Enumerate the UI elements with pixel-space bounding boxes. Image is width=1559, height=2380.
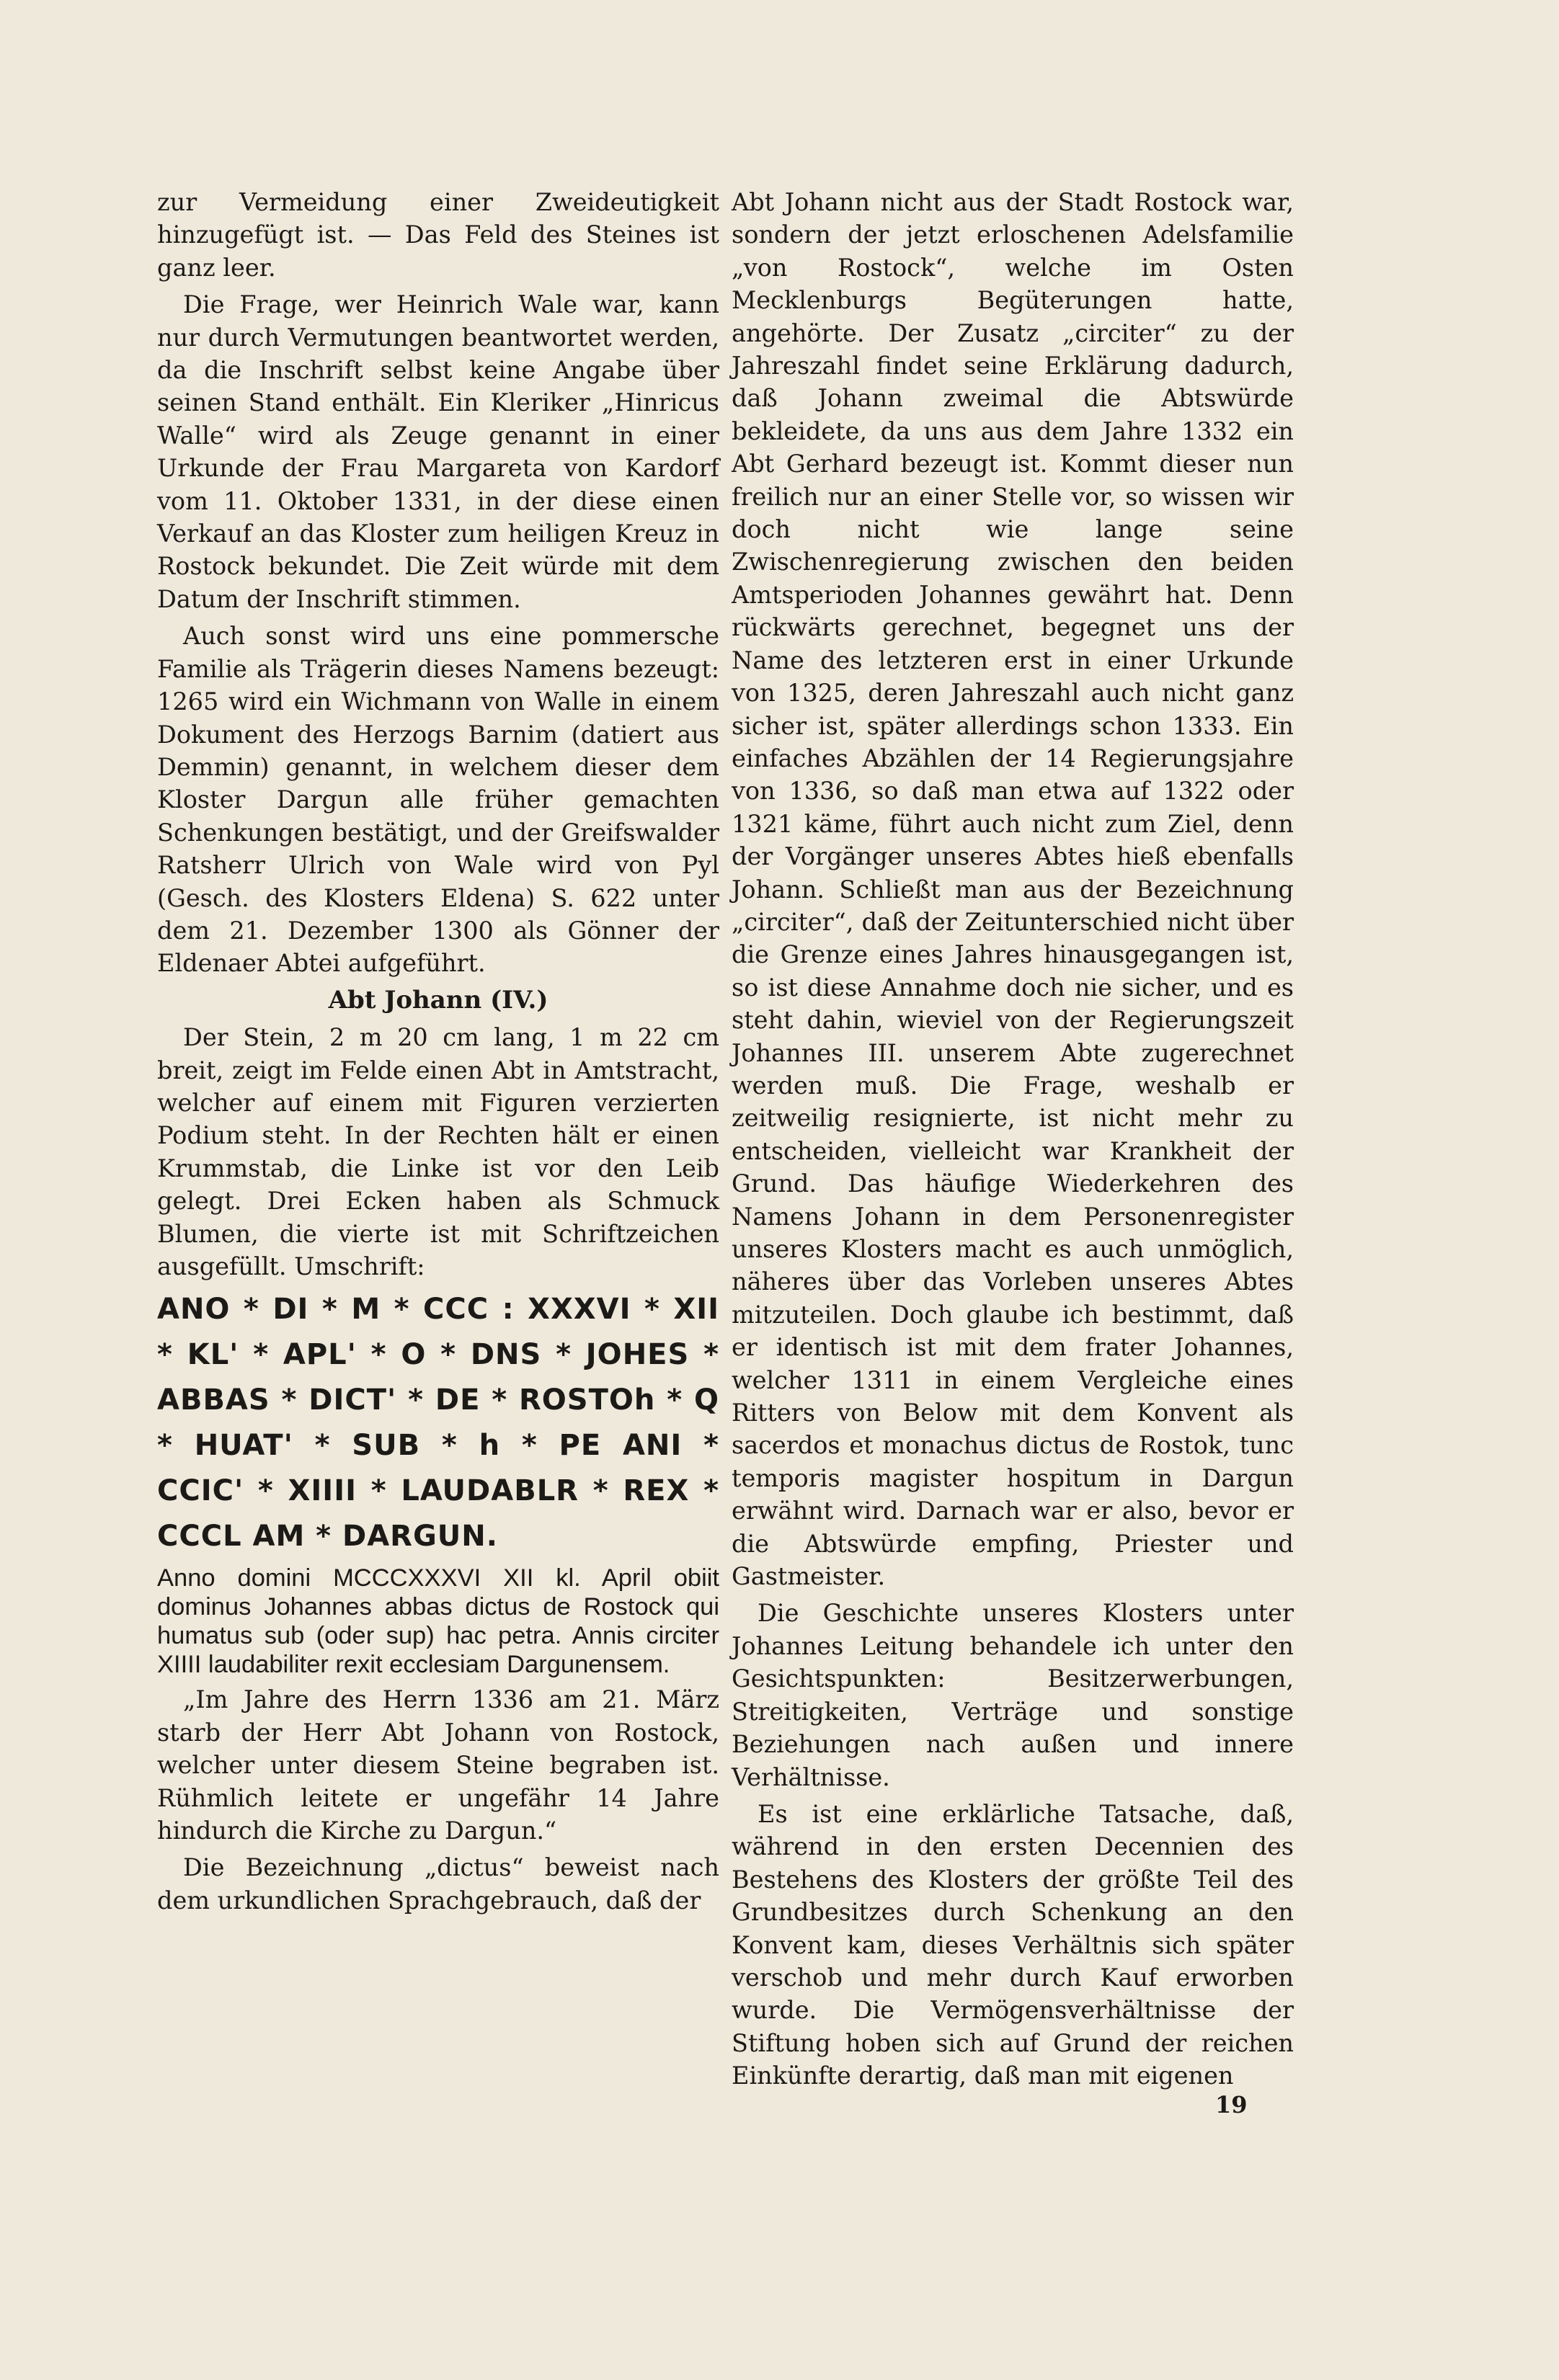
paragraph: Die Geschichte unseres Klosters unter Johannes Leitung behandele ich unter den Gesichtspunkten: Besitzerwerbungen, Streitigkeiten, Verträge und sonstige Beziehungen nach außen und innere Verhältnisse. (732, 1599, 1294, 1791)
paragraph: Auch sonst wird uns eine pommersche Familie als Trägerin dieses Namens bezeugt: 1265 wird ein Wichmann von Walle in einem Dokument des Herzogs Barnim (datiert aus Demmin) genannt, in welchem dieser dem Kloster Dargun alle früher gemachten Schenkungen bestätigt, und der Greifswalder Ratsherr Ulrich von Wale wird von Pyl (Gesch. des Klosters Eldena) S. 622 unter dem 21. Dezember 1300 als Gönner der Eldenaer Abtei aufgeführt. (157, 622, 719, 978)
left-column (157, 186, 719, 1921)
inscription-text: ANO * DI * M * CCC : XXXVI * XII * KL' * APL' * O * DNS * JOHES * ABBAS * DICT' * DE * ROSTOh * Q * HUAT' * SUB * h * PE ANI * CCIC' * XIIII * LAUDABLR * REX * CCCL AM * DARGUN. (157, 1293, 719, 1554)
paragraph: Es ist eine erklärliche Tatsache, daß, während in den ersten Decennien des Bestehens des Klosters der größte Teil des Grundbesitzes durch Schenkung an den Konvent kam, dieses Verhältnis sich später verschob und mehr durch Kauf erworben wurde. Die Vermögensverhältnisse der Stiftung hoben sich auf Grund der reichen Einkünfte derartig, daß man mit eigenen (732, 1799, 1294, 2090)
paragraph: Die Frage, wer Heinrich Wale war, kann nur durch Vermutungen beantwortet werden, da die Inschrift selbst keine Angabe über seinen Stand enthält. Ein Kleriker „Hinricus Walle“ wird als Zeuge genannt in einer Urkunde der Frau Margareta von Kardorf vom 11. Oktober 1331, in der diese einen Verkauf an das Kloster zum heiligen Kreuz in Rostock bekundet. Die Zeit würde mit dem Datum der Inschrift stimmen. (157, 290, 719, 613)
section-heading: Abt Johann (IV.) (328, 985, 548, 1015)
right-column (732, 186, 1294, 2097)
latin-transcription: Anno domini MCCCXXXVI XII kl. April obiit dominus Johannes abbas dictus de Rostock qui humatus sub (oder sup) hac petra. Annis circiter XIIII laudabiliter rexit ecclesiam Dargunensem. (157, 1564, 719, 1679)
paragraph: Der Stein, 2 m 20 cm lang, 1 m 22 cm breit, zeigt im Felde einen Abt in Amtstracht, welcher auf einem mit Figuren verzierten Podium steht. In der Rechten hält er einen Krummstab, die Linke ist vor den Leib gelegt. Drei Ecken haben als Schmuck Blumen, die vierte ist mit Schriftzeichen ausgefüllt. Umschrift: (157, 1023, 719, 1280)
paragraph: Die Bezeichnung „dictus“ beweist nach dem urkundlichen Sprachgebrauch, daß der (157, 1853, 719, 1915)
paragraph: Abt Johann nicht aus der Stadt Rostock war, sondern der jetzt erloschenen Adelsfamilie „von Rostock“, welche im Osten Mecklenburgs Begüterungen hatte, angehörte. Der Zusatz „circiter“ zu der Jahreszahl findet seine Erklärung dadurch, daß Johann zweimal die Abtswürde bekleidete, da uns aus dem Jahre 1332 ein Abt Gerhard bezeugt ist. Kommt dieser nun freilich nur an einer Stelle vor, so wissen wir doch nicht wie lange seine Zwischenregierung zwischen den beiden Amtsperioden Johannes gewährt hat. Denn rückwärts gerechnet, begegnet uns der Name des letzteren erst in einer Urkunde von 1325, deren Jahreszahl auch nicht ganz sicher ist, später allerdings schon 1333. Ein einfaches Abzählen der 14 Regierungsjahre von 1336, so daß man etwa auf 1322 oder 1321 käme, führt auch nicht zum Ziel, denn der Vorgänger unseres Abtes hieß ebenfalls Johann. Schließt man aus der Bezeichnung „circiter“, daß der Zeitunterschied nicht über die Grenze eines Jahres hinausgegangen ist, so ist diese Annahme doch nie sicher, und es steht dahin, wieviel von der Regierungszeit Johannes III. unserem Abte zugerechnet werden muß. Die Frage, weshalb er zeitweilig resignierte, ist nicht mehr zu entscheiden, vielleicht war Krankheit der Grund. Das häufige Wiederkehren des Namens Johann in dem Personenregister unseres Klosters macht es auch unmöglich, näheres über das Vorleben unseres Abtes mitzuteilen. Doch glaube ich bestimmt, daß er identisch ist mit dem frater Johannes, welcher 1311 in einem Vergleiche eines Ritters von Below mit dem Konvent als sacerdos et monachus dictus de Rostok, tunc temporis magister hospitum in Dargun erwähnt wird. Darnach war er also, bevor er die Abtswürde empfing, Priester und Gastmeister. (732, 188, 1294, 1591)
page-number: 19 (1215, 2091, 1248, 2118)
paragraph: „Im Jahre des Herrn 1336 am 21. März starb der Herr Abt Johann von Rostock, welcher unter diesem Steine begraben ist. Rühmlich leitete er ungefähr 14 Jahre hindurch die Kirche zu Dargun.“ (157, 1685, 719, 1845)
paragraph: zur Vermeidung einer Zweideutigkeit hinzugefügt ist. — Das Feld des Steines ist ganz leer. (157, 188, 719, 282)
